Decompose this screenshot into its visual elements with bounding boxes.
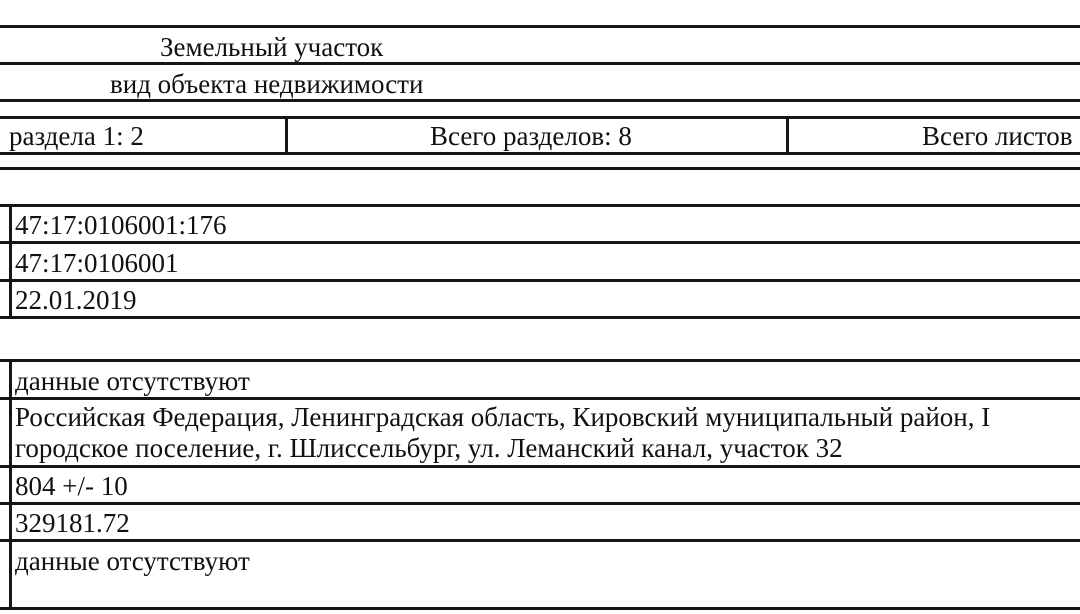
sheet-info-bottom: [0, 152, 1080, 155]
total-sections: Всего разделов: 8: [430, 121, 632, 151]
identifiers-row-1: [0, 241, 1080, 244]
rule-3: [0, 99, 1080, 102]
sheet-info-divider-1: [285, 116, 288, 155]
rule-2: [0, 62, 1080, 65]
section-sheet-number: раздела 1: 2: [9, 121, 144, 151]
identifiers-bottom: [0, 316, 1080, 319]
related-objects-value: данные отсутствуют: [15, 546, 250, 576]
details-left-border: [9, 359, 12, 610]
details-row-4: [0, 539, 1080, 542]
sheet-info-top: [0, 116, 1080, 119]
assignment-date: 22.01.2019: [15, 285, 137, 315]
object-type-caption: вид объекта недвижимости: [110, 69, 424, 99]
details-row-2: [0, 465, 1080, 468]
details-bottom: [0, 607, 1080, 610]
rule-top: [0, 25, 1080, 28]
previous-number-value: данные отсутствуют: [15, 366, 250, 396]
cadastral-value: 329181.72: [15, 508, 130, 538]
identifiers-left-border: [9, 204, 12, 319]
identifiers-top: [0, 204, 1080, 207]
details-row-3: [0, 502, 1080, 505]
identifiers-row-2: [0, 279, 1080, 282]
cadastral-number: 47:17:0106001:176: [15, 210, 227, 240]
rule-separator: [0, 167, 1080, 170]
details-row-1: [0, 397, 1080, 400]
area-value: 804 +/- 10: [15, 471, 128, 501]
address-line-2: городское поселение, г. Шлиссельбург, ул. Леманский канал, участок 32: [15, 433, 843, 463]
address-line-1: Российская Федерация, Ленинградская область, Кировский муниципальный район, I: [15, 402, 991, 432]
sheet-info-divider-2: [786, 116, 789, 155]
object-type: Земельный участок: [160, 32, 384, 62]
details-top: [0, 359, 1080, 362]
cadastral-quarter: 47:17:0106001: [15, 248, 179, 278]
total-sheets: Всего листов: [922, 121, 1073, 151]
